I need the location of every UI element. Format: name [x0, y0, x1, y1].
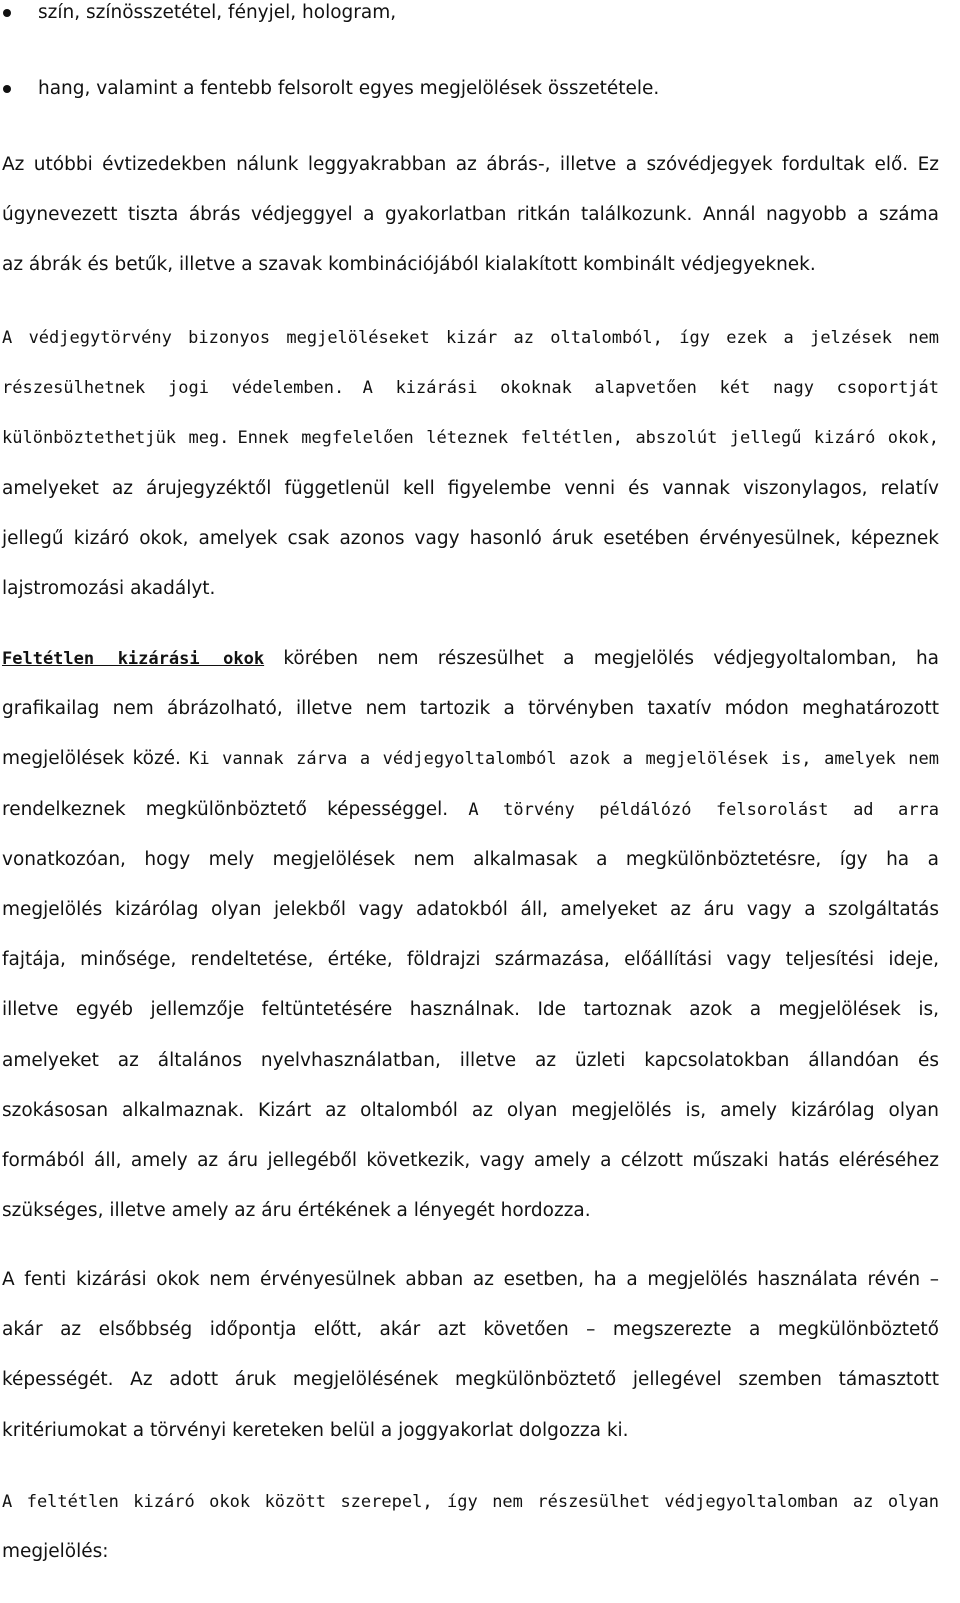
text-segment: különböztethetjük meg.	[2, 428, 230, 449]
bullet-dot-icon	[3, 9, 11, 17]
paragraph-acquired-distinctiveness	[2, 1255, 939, 1456]
paragraph-line: akár az elsőbbség időpontja előtt, akár azt követően – megszerezte a megkülönböztető	[2, 1319, 939, 1341]
bullet-text: hang, valamint a fentebb felsorolt egyes megjelölések összetétele.	[38, 78, 660, 99]
text-segment: Ennek megfelelően léteznek feltétlen, abszolút jellegű kizáró okok,	[237, 428, 939, 449]
paragraph-line	[2, 785, 939, 835]
paragraph-line: A védjegytörvény bizonyos megjelöléseket kizár az oltalomból, így ezek a jelzések nem	[2, 328, 939, 348]
paragraph-line: szokásosan alkalmaznak. Kizárt az oltalomból az olyan megjelölés is, amely kizárólag olyan	[2, 1099, 939, 1121]
paragraph-line: lajstromozási akadályt.	[2, 577, 216, 599]
paragraph-line	[2, 734, 939, 784]
bullet-dot-icon	[3, 85, 11, 93]
paragraph-line: kritériumokat a törvényi kereteken belül a joggyakorlat dolgozza ki.	[2, 1419, 629, 1441]
text-segment: Ki vannak zárva a védjegyoltalomból azok a megjelölések is, amelyek nem	[189, 749, 939, 770]
text-segment: A kizárási okoknak alapvetően két nagy csoportját	[362, 378, 940, 399]
paragraph-excluded-marks-intro	[2, 1477, 939, 1577]
text-segment: részesülhetnek jogi védelemben.	[2, 378, 345, 399]
paragraph-line: megjelölés kizárólag olyan jelekből vagy adatokból áll, amelyeket az áru vagy a szolgáltatás	[2, 898, 939, 920]
section-term: Feltétlen kizárási okok	[2, 649, 265, 669]
paragraph-line: amelyeket az általános nyelvhasználatban, illetve az üzleti kapcsolatokban állandóan és	[2, 1049, 939, 1071]
paragraph-line: A feltétlen kizáró okok között szerepel, így nem részesülhet védjegyoltalomban az olyan	[2, 1492, 939, 1512]
bullet-text: szín, színösszetétel, fényjel, hologram,	[38, 2, 397, 23]
paragraph-line: illetve egyéb jellemzője feltüntetésére használnak. Ide tartoznak azok a megjelölések is,	[2, 999, 939, 1021]
paragraph-line	[2, 413, 939, 463]
text-segment: megjelölések közé.	[2, 748, 181, 770]
paragraph-line: vonatkozóan, hogy mely megjelölések nem alkalmasak a megkülönböztetésre, így ha a	[2, 848, 939, 870]
paragraph-line: jellegű kizáró okok, amelyek csak azonos vagy hasonló áruk esetében érvényesülnek, képeznek	[2, 527, 939, 549]
paragraph-line: megjelölés:	[2, 1541, 109, 1563]
paragraph-exclusion-grounds	[2, 313, 939, 614]
text-segment: A törvény példálózó felsorolást ad arra	[468, 799, 939, 820]
paragraph-line: az ábrák és betűk, illetve a szavak kombinációjából kialakított kombinált védjegyeknek.	[2, 254, 816, 276]
paragraph-line: úgynevezett tiszta ábrás védjeggyel a gyakorlatban ritkán találkozunk. Annál nagyobb a száma	[2, 204, 939, 226]
paragraph-line: grafikailag nem ábrázolható, illetve nem tartozik a törvényben taxatív módon meghatározott	[2, 698, 939, 720]
paragraph-line: amelyeket az árujegyzéktől függetlenül kell figyelembe venni és vannak viszonylagos, relatív	[2, 477, 939, 499]
paragraph-trademark-types	[2, 140, 939, 291]
paragraph-absolute-grounds	[2, 634, 939, 1236]
paragraph-line: Az utóbbi évtizedekben nálunk leggyakrabban az ábrás-, illetve a szóvédjegyek fordultak elő. Ez	[2, 154, 939, 175]
paragraph-line: A fenti kizárási okok nem érvényesülnek abban az esetben, ha a megjelölés használata révén –	[2, 1269, 939, 1290]
paragraph-line	[2, 363, 939, 413]
text-segment: rendelkeznek megkülönböztető képességgel.	[2, 798, 449, 820]
paragraph-line	[2, 634, 939, 684]
paragraph-line: formából áll, amely az áru jellegéből következik, vagy amely a célzott műszaki hatás eléréséhez	[2, 1149, 939, 1171]
paragraph-line: szükséges, illetve amely az áru értékének a lényegét hordozza.	[2, 1200, 591, 1222]
paragraph-line: fajtája, minősége, rendeltetése, értéke, földrajzi származása, előállítási vagy teljesítési ideje,	[2, 949, 939, 971]
paragraph-line: képességét. Az adott áruk megjelölésének megkülönböztető jellegével szemben támasztott	[2, 1369, 939, 1391]
text-segment: körében nem részesülhet a megjelölés védjegyoltalomban, ha	[283, 648, 940, 669]
